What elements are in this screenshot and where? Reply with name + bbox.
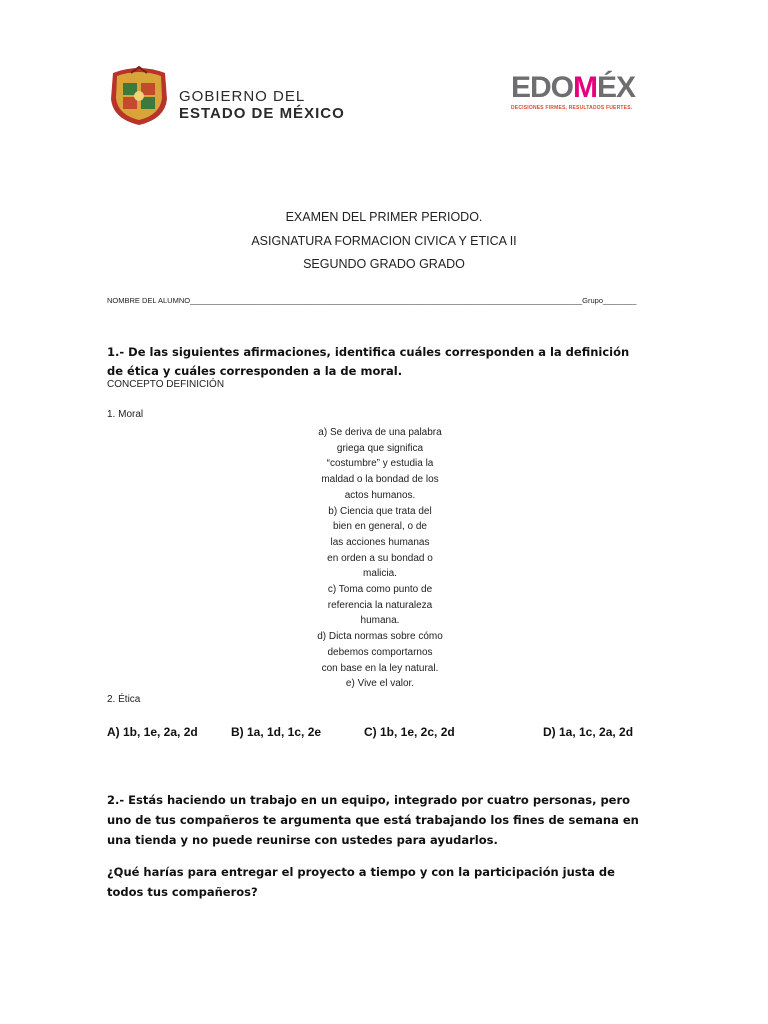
definition-line: d) Dicta normas sobre cómo: [317, 631, 443, 643]
option-a[interactable]: A) 1b, 1e, 2a, 2d: [107, 725, 198, 739]
exam-title-line-1: EXAMEN DEL PRIMER PERIODO.: [285, 210, 483, 224]
group-underline[interactable]: ________: [603, 296, 637, 305]
definition-line: griega que significa: [336, 442, 424, 454]
edomex-tagline: DECISIONES FIRMES, RESULTADOS FUERTES.: [511, 105, 633, 111]
student-name-label: NOMBRE DEL ALUMNO: [107, 296, 191, 305]
definition-line: las acciones humanas: [330, 536, 430, 548]
definition-line: actos humanos.: [344, 489, 416, 501]
question-2-prompt: ¿Qué harías para entregar el proyecto a tiempo y con la participación justa de todos tus compañeros?: [107, 865, 615, 899]
definition-line: a) Se deriva de una palabra: [318, 427, 442, 438]
definition-line: b) Ciencia que trata del: [328, 505, 432, 517]
definition-line: referencia la naturaleza: [327, 599, 433, 611]
edomex-logo: [511, 72, 637, 116]
definition-line: debemos comportarnos: [327, 646, 433, 658]
definitions-list: [291, 425, 469, 692]
edomex-logo-m: M: [573, 71, 598, 104]
student-name-underline[interactable]: ______________________________________________________________________________________________: [190, 296, 583, 305]
concept-header: CONCEPTO DEFINICIÓN: [107, 379, 225, 390]
definition-line: con base en la ley natural.: [321, 662, 439, 674]
definition-line: c) Toma como punto de: [327, 584, 433, 596]
exam-title-line-2: ASIGNATURA FORMACION CIVICA Y ETICA II: [251, 233, 517, 248]
definition-line: humana.: [360, 615, 400, 627]
exam-title: [0, 206, 768, 277]
definition-line: en orden a su bondad o: [327, 552, 433, 564]
option-d[interactable]: D) 1a, 1c, 2a, 2d: [543, 725, 634, 739]
concept-etica: 2. Ética: [107, 694, 141, 705]
exam-title-line-3: SEGUNDO GRADO GRADO: [303, 257, 465, 271]
concept-moral: 1. Moral: [107, 409, 144, 420]
definition-line: e) Vive el valor.: [345, 678, 415, 690]
question-2-text: 2.- Estás haciendo un trabajo en un equipo, integrado por cuatro personas, pero uno de tus compañeros te argumenta que está trabajando los fines de semana en una tienda y no puede reunirse con ustedes para ayudarlos.: [107, 793, 639, 847]
government-name: [179, 88, 345, 123]
option-b[interactable]: B) 1a, 1d, 1c, 2e: [231, 725, 322, 739]
definition-line: malicia.: [363, 568, 397, 580]
definition-line: “costumbre” y estudia la: [326, 458, 434, 470]
definition-line: bien en general, o de: [333, 521, 427, 533]
student-name-line: [107, 296, 659, 305]
question-1-text: 1.- De las siguientes afirmaciones, identifica cuáles corresponden a la definición de ética y cuáles corresponden a la de moral.: [107, 345, 630, 378]
definition-line: maldad o la bondad de los: [321, 474, 439, 486]
government-line-2: ESTADO DE MÉXICO: [179, 105, 345, 122]
option-c[interactable]: C) 1b, 1e, 2c, 2d: [364, 725, 455, 739]
edomex-logo-prefix: EDO: [511, 71, 574, 104]
group-label: Grupo: [582, 296, 604, 305]
state-seal-icon: [107, 65, 171, 125]
edomex-logo-suffix: ÉX: [597, 71, 636, 104]
government-line-1: GOBIERNO DEL: [179, 88, 306, 105]
